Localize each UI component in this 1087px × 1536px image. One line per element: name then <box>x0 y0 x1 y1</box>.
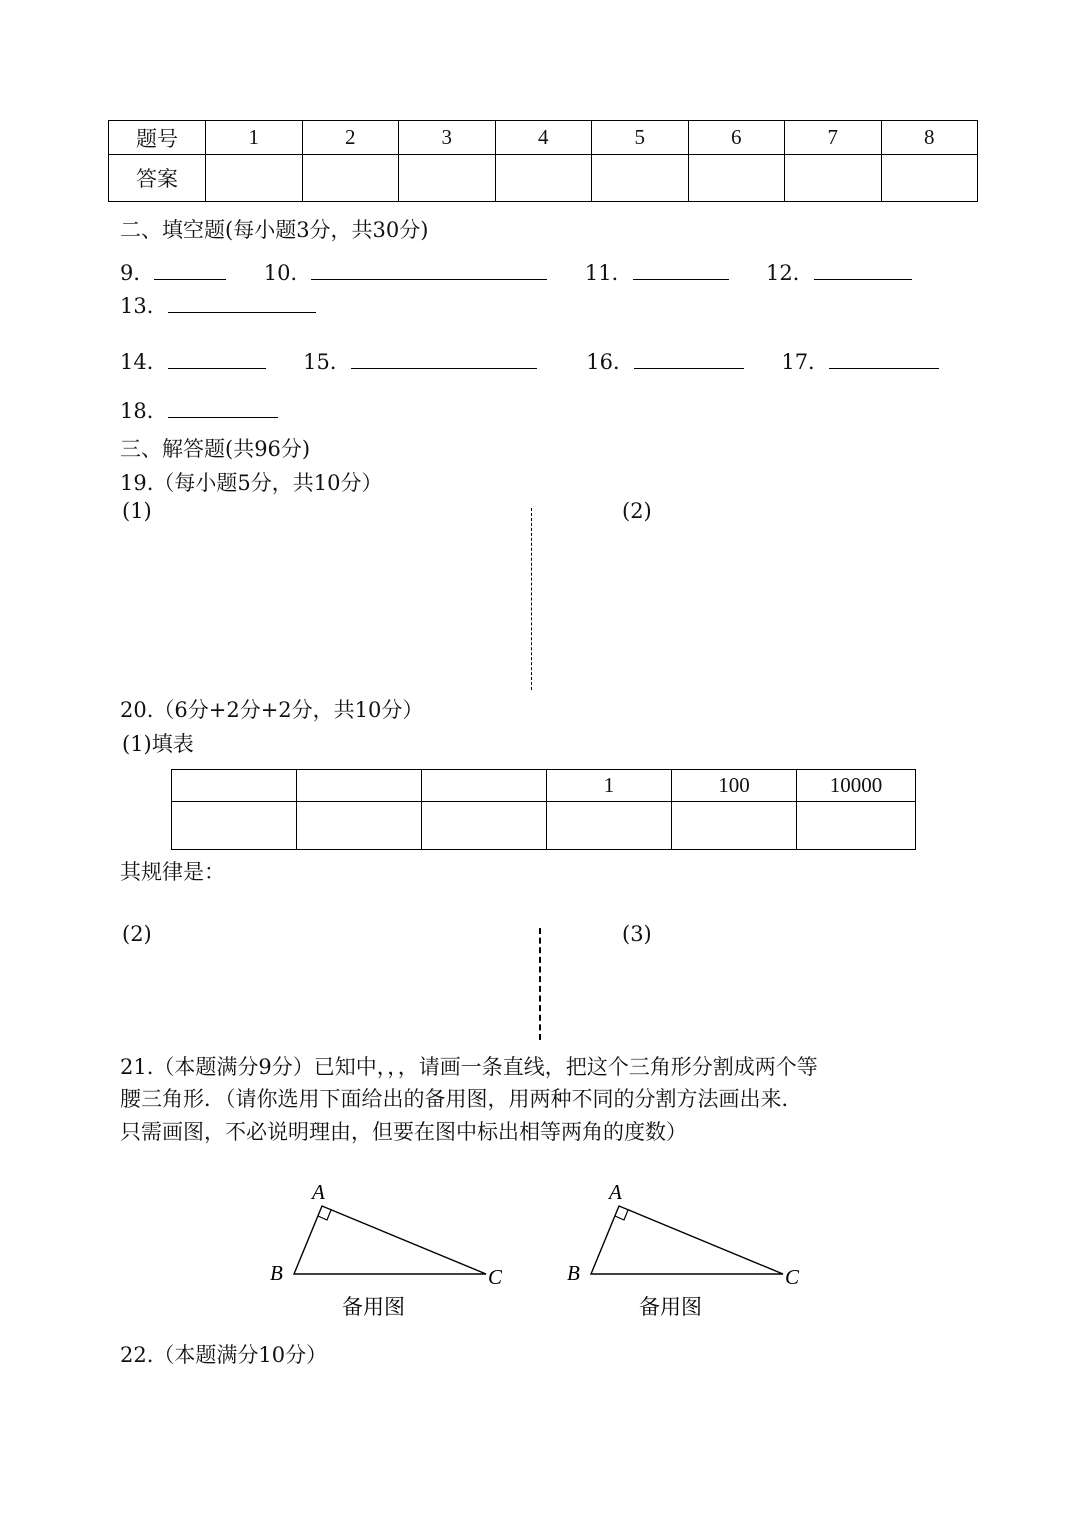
q19-divider <box>531 508 532 690</box>
section3-title: 三、解答题(共96分) <box>120 437 311 461</box>
q13-blank[interactable] <box>168 292 316 313</box>
q20-part2-label: (2) <box>122 922 152 946</box>
q17-blank[interactable] <box>829 348 939 369</box>
answer-cell[interactable] <box>592 155 689 202</box>
triangle-shape <box>294 1206 486 1274</box>
fill-blank-row-3 <box>120 346 939 376</box>
q19-part2-label: (2) <box>622 499 652 523</box>
fill-blank-row-2 <box>120 290 316 320</box>
q13-label: 13． <box>120 294 168 318</box>
q9-label: 9． <box>120 261 155 285</box>
q20-divider <box>539 928 541 1040</box>
q10-label: 10． <box>263 261 312 285</box>
q20-table-cell: 100 <box>672 770 797 802</box>
answer-table-number: 1 <box>206 121 303 155</box>
q22-title: 22.（本题满分10分） <box>120 1343 328 1367</box>
q20-table-cell[interactable] <box>422 802 547 850</box>
q20-table-cell[interactable] <box>672 802 797 850</box>
q15-blank[interactable] <box>351 348 537 369</box>
q20-table-cell[interactable] <box>172 802 297 850</box>
q18-blank[interactable] <box>168 397 278 418</box>
triangle-figure-2 <box>547 1172 827 1332</box>
answer-table <box>108 120 978 202</box>
answer-table-header: 答案 <box>109 155 206 202</box>
q20-table-cell: 10000 <box>797 770 916 802</box>
q19-part1-label: (1) <box>122 499 152 523</box>
q18-label: 18． <box>120 399 168 423</box>
answer-cell[interactable] <box>881 155 978 202</box>
vertex-a-label: A <box>312 1180 325 1204</box>
q20-table-cell[interactable] <box>547 802 672 850</box>
q20-sub1: (1)填表 <box>122 732 194 756</box>
q20-rule-label: 其规律是： <box>120 860 225 884</box>
q21-text-line3: 只需画图，不必说明理由，但要在图中标出相等两角的度数） <box>120 1120 687 1144</box>
q21-text-line2: 腰三角形．（请你选用下面给出的备用图，用两种不同的分割方法画出来． <box>120 1087 803 1111</box>
figure-caption: 备用图 <box>342 1295 405 1319</box>
answer-table-number: 8 <box>881 121 978 155</box>
q16-label: 16． <box>586 350 634 374</box>
answer-table-header: 题号 <box>109 121 206 155</box>
vertex-a-label: A <box>609 1180 622 1204</box>
q20-table-cell[interactable] <box>797 802 916 850</box>
q15-label: 15． <box>303 350 351 374</box>
q11-blank[interactable] <box>633 259 729 280</box>
q10-blank[interactable] <box>311 259 547 280</box>
q20-table-cell: 1 <box>547 770 672 802</box>
q20-table-cell[interactable] <box>297 802 422 850</box>
q14-blank[interactable] <box>168 348 266 369</box>
q11-label: 11． <box>584 261 633 285</box>
q20-part3-label: (3) <box>622 922 652 946</box>
answer-cell[interactable] <box>688 155 785 202</box>
answer-table-number: 2 <box>302 121 399 155</box>
q20-fill-table <box>171 769 916 850</box>
answer-table-number: 5 <box>592 121 689 155</box>
section2-title: 二、填空题(每小题3分，共30分) <box>120 218 429 242</box>
vertex-c-label: C <box>488 1265 503 1289</box>
answer-cell[interactable] <box>302 155 399 202</box>
q14-label: 14． <box>120 350 168 374</box>
answer-table-number: 6 <box>688 121 785 155</box>
q20-table-cell[interactable] <box>297 770 422 802</box>
answer-cell[interactable] <box>206 155 303 202</box>
q12-blank[interactable] <box>814 259 912 280</box>
vertex-b-label: B <box>567 1261 580 1285</box>
fill-blank-row-4 <box>120 395 278 425</box>
q20-table-cell[interactable] <box>422 770 547 802</box>
answer-cell[interactable] <box>495 155 592 202</box>
vertex-b-label: B <box>270 1261 283 1285</box>
triangle-figure-1 <box>250 1172 530 1332</box>
q20-title: 20.（6分+2分+2分，共10分） <box>120 698 424 722</box>
q17-label: 17． <box>781 350 830 374</box>
answer-table-number: 3 <box>399 121 496 155</box>
q12-label: 12． <box>765 261 814 285</box>
triangle-shape <box>591 1206 783 1274</box>
answer-table-number: 4 <box>495 121 592 155</box>
fill-blank-row-1 <box>120 257 912 287</box>
answer-cell[interactable] <box>785 155 882 202</box>
q20-table-cell[interactable] <box>172 770 297 802</box>
q21-text-line1: 21.（本题满分9分）已知中，，，请画一条直线，把这个三角形分割成两个等 <box>120 1055 818 1079</box>
q16-blank[interactable] <box>634 348 744 369</box>
q9-blank[interactable] <box>154 259 226 280</box>
answer-table-number: 7 <box>785 121 882 155</box>
figure-caption: 备用图 <box>639 1295 702 1319</box>
vertex-c-label: C <box>785 1265 800 1289</box>
q19-title: 19.（每小题5分，共10分） <box>120 471 383 495</box>
answer-cell[interactable] <box>399 155 496 202</box>
